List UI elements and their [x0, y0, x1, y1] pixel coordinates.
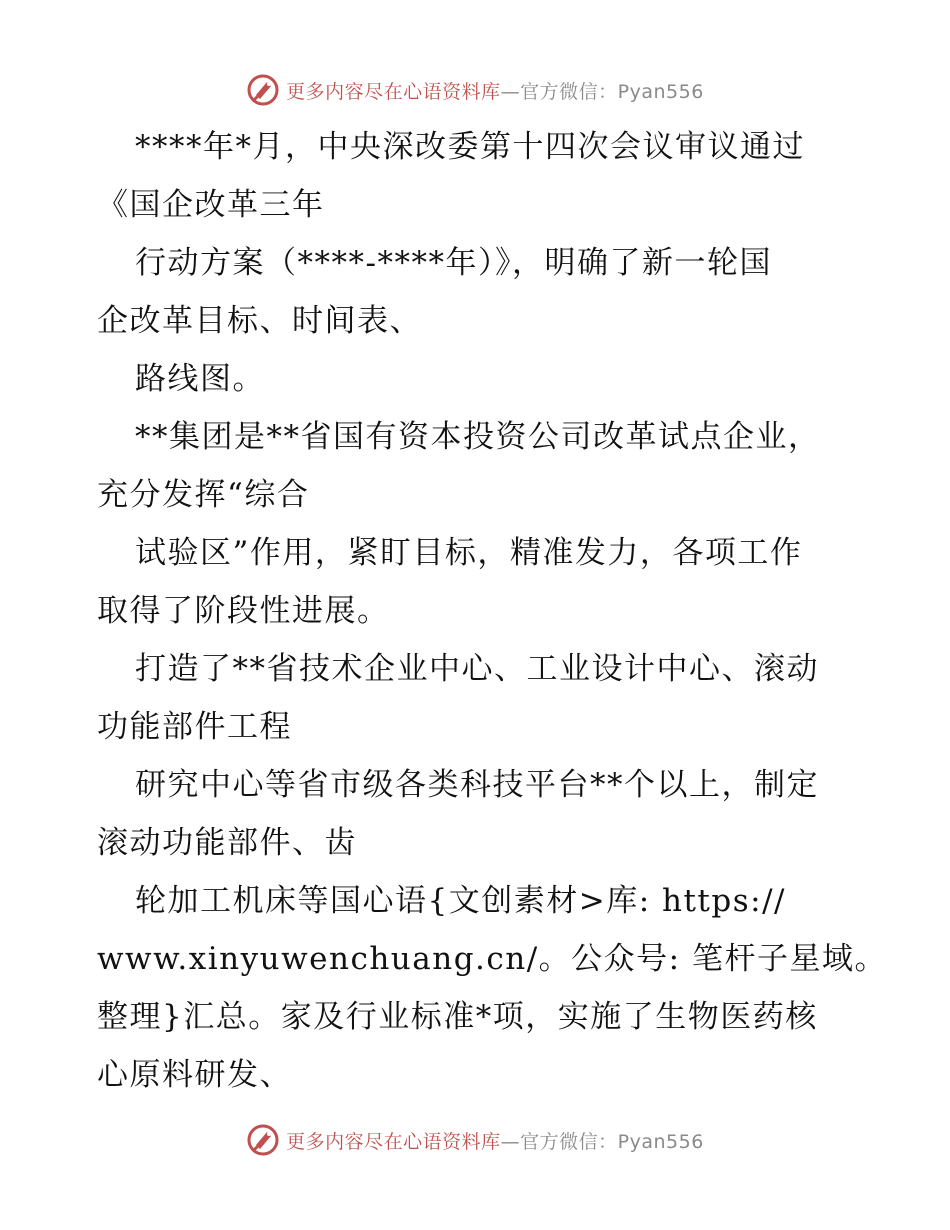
paragraph-line: www.xinyuwenchuang.cn/。公众号: 笔杆子星域。 — [97, 941, 887, 977]
footer-banner-text — [286, 1127, 704, 1154]
footer-watermark-banner — [0, 1120, 950, 1160]
paragraph-line: 轮加工机床等国心语{文创素材>库: https:// — [135, 883, 786, 919]
footer-banner-contact: —官方微信：Pyan556 — [500, 1130, 704, 1153]
header-watermark-banner — [0, 70, 950, 110]
paragraph-line: 取得了阶段性进展。 — [97, 593, 390, 629]
paragraph-line: 试验区”作用，紧盯目标，精准发力，各项工作 — [135, 535, 803, 571]
paragraph-line: ****年*月，中央深改委第十四次会议审议通过 — [135, 129, 805, 165]
paragraph-line: 滚动功能部件、齿 — [97, 825, 357, 861]
paragraph-line: 整理}汇总。家及行业标准*项，实施了生物医药核 — [97, 999, 818, 1035]
header-banner-title: 更多内容尽在心语资料库 — [286, 80, 501, 103]
header-banner-contact: —官方微信：Pyan556 — [500, 80, 704, 103]
paragraph-line: 《国企改革三年 — [97, 187, 325, 223]
paragraph-line: 企改革目标、时间表、 — [97, 303, 422, 339]
paragraph-line: 打造了**省技术企业中心、工业设计中心、滚动 — [135, 651, 819, 687]
footer-banner-title: 更多内容尽在心语资料库 — [286, 1130, 501, 1153]
paragraph-line: 充分发挥“综合 — [97, 477, 310, 513]
document-body — [97, 118, 887, 1104]
brand-logo-icon — [246, 73, 280, 107]
header-banner-text — [286, 77, 704, 104]
paragraph-line: 路线图。 — [135, 361, 265, 397]
brand-logo-icon — [246, 1123, 280, 1157]
paragraph-line: **集团是**省国有资本投资公司改革试点企业， — [135, 419, 821, 455]
paragraph-line: 心原料研发、 — [97, 1057, 292, 1093]
paragraph-line: 行动方案（****-****年）》，明确了新一轮国 — [135, 245, 772, 281]
paragraph-line: 研究中心等省市级各类科技平台**个以上，制定 — [135, 767, 819, 803]
paragraph-line: 功能部件工程 — [97, 709, 292, 745]
